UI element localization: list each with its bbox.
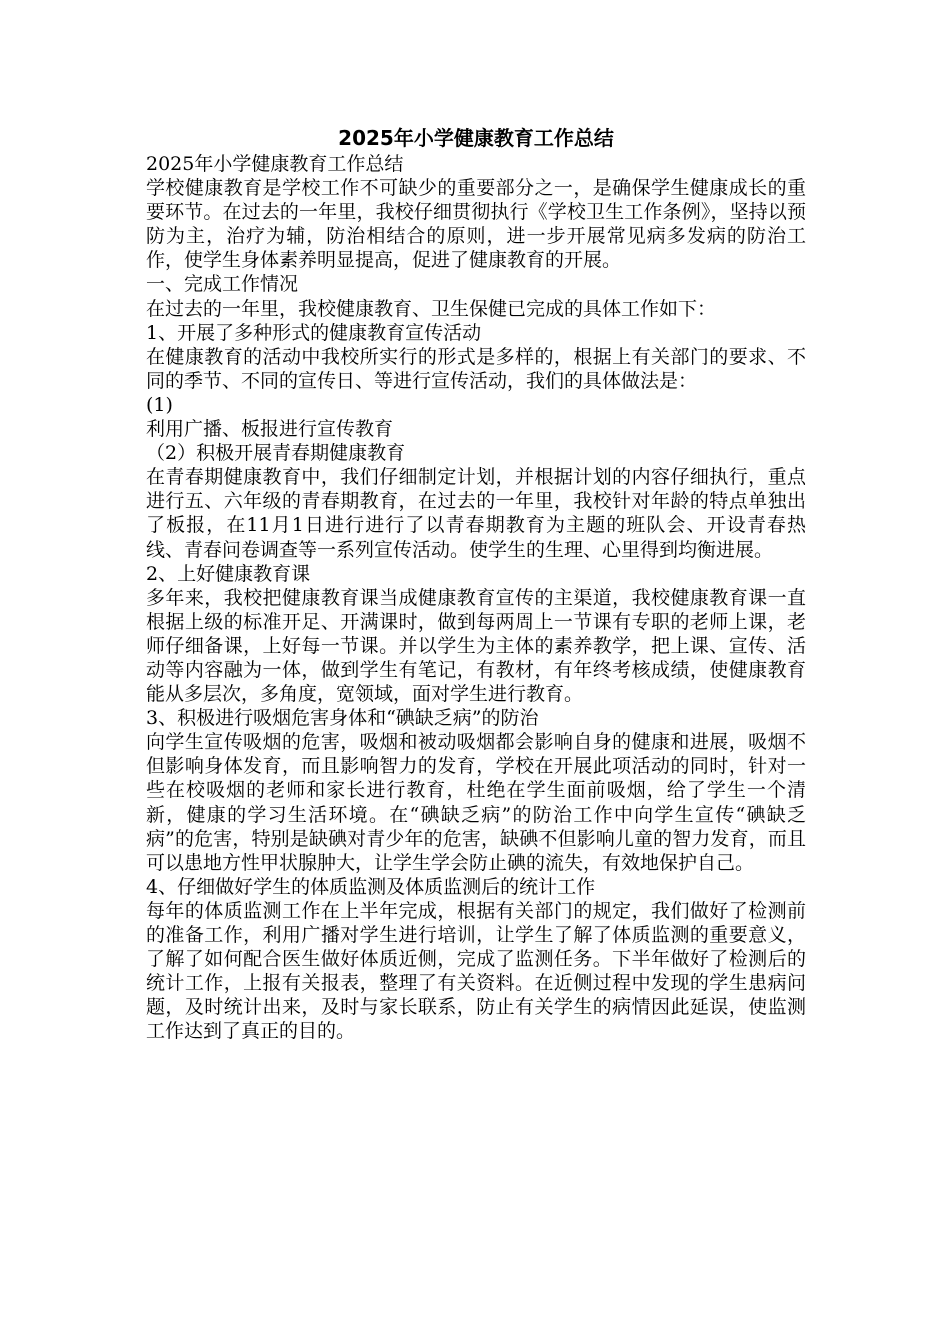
section-heading-1: 一、完成工作情况 xyxy=(146,273,299,296)
intro-paragraph: 学校健康教育是学校工作不可缺少的重要部分之一，是确保学生健康成长的重要环节。在过去的一年里，我校仔细贯彻执行《学校卫生工作条例》，坚持以预防为主，治疗为辅，防治相结合的原则，进一步开展常见病多发病的防治工作，使学生身体素养明显提高，促进了健康教育的开展。 xyxy=(146,177,806,272)
sub-item-2-heading: （2）积极开展青春期健康教育 xyxy=(146,442,406,465)
document-page xyxy=(146,124,806,1043)
sub-item-1-text: 利用广播、板报进行宣传教育 xyxy=(146,418,394,441)
section-intro-paragraph: 在过去的一年里，我校健康教育、卫生保健已完成的具体工作如下： xyxy=(146,297,717,320)
item-heading-2: 2、上好健康教育课 xyxy=(146,562,311,585)
item-2-paragraph: 多年来，我校把健康教育课当成健康教育宣传的主渠道，我校健康教育课一直根据上级的标准开足、开满课时，做到每两周上一节课有专职的老师上课，老师仔细备课，上好每一节课。并以学生为主体的素养教学，把上课、宣传、活动等内容融为一体，做到学生有笔记，有教材，有年终考核成绩，使健康教育能从多层次，多角度，宽领域，面对学生进行教育。 xyxy=(146,586,806,706)
item-1-paragraph: 在健康教育的活动中我校所实行的形式是多样的，根据上有关部门的要求、不同的季节、不同的宣传日、等进行宣传活动，我们的具体做法是： xyxy=(146,345,806,392)
item-heading-4: 4、仔细做好学生的体质监测及体质监测后的统计工作 xyxy=(146,875,596,898)
sub-item-1-number: (1) xyxy=(146,393,173,416)
subtitle-line: 2025年小学健康教育工作总结 xyxy=(146,153,404,175)
item-heading-3: 3、积极进行吸烟危害身体和“碘缺乏病”的防治 xyxy=(146,707,539,730)
item-4-paragraph: 每年的体质监测工作在上半年完成，根据有关部门的规定，我们做好了检测前的准备工作，利用广播对学生进行培训，让学生了解了体质监测的重要意义，了解了如何配合医生做好体质近侧，完成了监测任务。下半年做好了检测后的统计工作，上报有关报表，整理了有关资料。在近侧过程中发现的学生患病问题，及时统计出来，及时与家长联系，防止有关学生的病情因此延误，使监测工作达到了真正的目的。 xyxy=(146,899,806,1043)
item-heading-1: 1、开展了多种形式的健康教育宣传活动 xyxy=(146,321,482,344)
item-3-paragraph: 向学生宣传吸烟的危害，吸烟和被动吸烟都会影响自身的健康和进展，吸烟不但影响身体发育，而且影响智力的发育，学校在开展此项活动的同时，针对一些在校吸烟的老师和家长进行教育，杜绝在学生面前吸烟，给了学生一个清新，健康的学习生活环境。在“碘缺乏病”的防治工作中向学生宣传“碘缺乏病”的危害，特别是缺碘对青少年的危害，缺碘不但影响儿童的智力发育，而且可以患地方性甲状腺肿大，让学生学会防止碘的流失，有效地保护自己。 xyxy=(146,731,806,874)
document-title: 2025年小学健康教育工作总结 xyxy=(338,126,614,150)
sub-item-2-paragraph: 在青春期健康教育中，我们仔细制定计划，并根据计划的内容仔细执行，重点进行五、六年级的青春期教育，在过去的一年里，我校针对年龄的特点单独出了板报，在11月1日进行进行了以青春期教育为主题的班队会、开设青春热线、青春问卷调查等一系列宣传活动。使学生的生理、心里得到均衡进展。 xyxy=(146,466,806,561)
